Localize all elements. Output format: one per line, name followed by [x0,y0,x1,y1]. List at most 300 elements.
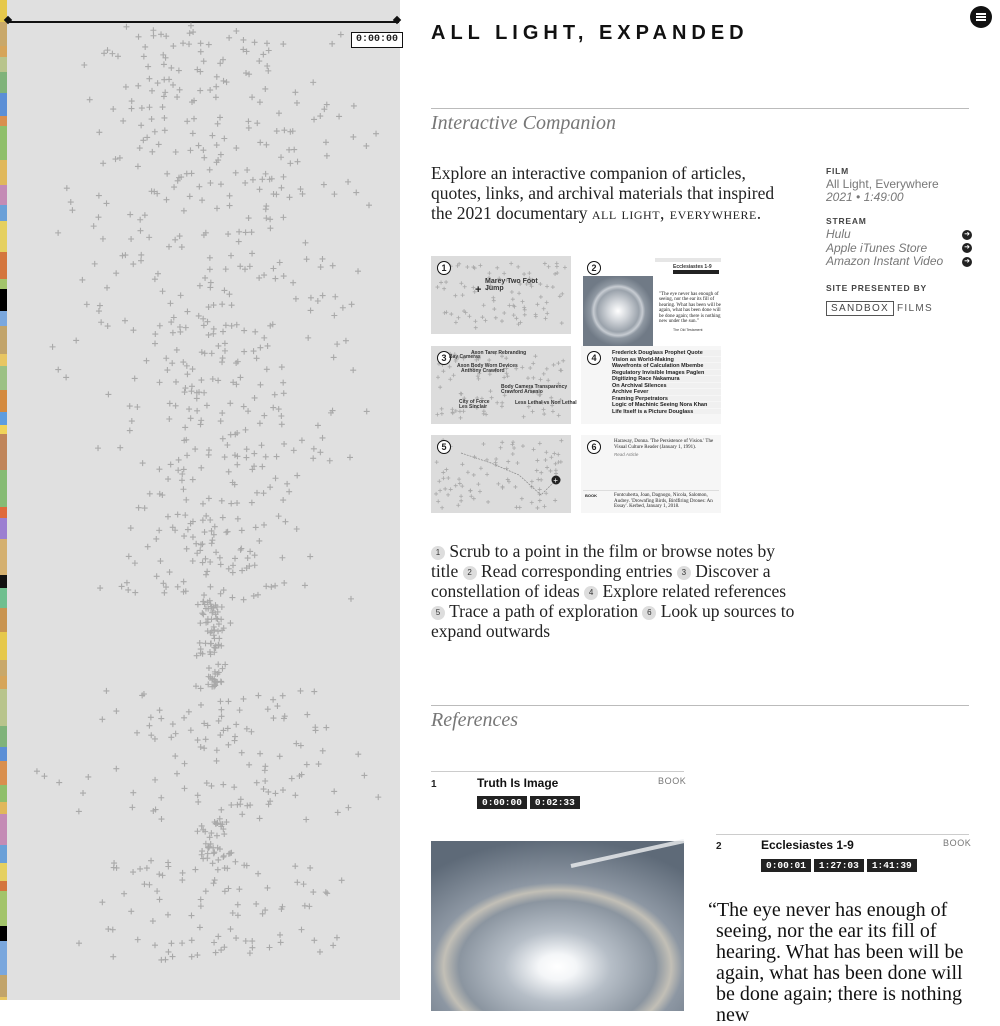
note-marker[interactable] [142,44,148,50]
note-marker[interactable] [216,635,222,641]
note-marker[interactable] [266,48,272,54]
note-marker[interactable] [179,940,185,946]
note-marker[interactable] [214,142,220,148]
note-marker[interactable] [165,949,171,955]
note-marker[interactable] [307,865,313,871]
note-marker[interactable] [256,538,262,544]
note-marker[interactable] [236,886,242,892]
note-marker[interactable] [294,879,300,885]
note-marker[interactable] [230,570,236,576]
note-marker[interactable] [301,881,307,887]
note-marker[interactable] [199,541,205,547]
note-marker[interactable] [311,116,317,122]
note-marker[interactable] [138,122,144,128]
note-marker[interactable] [203,736,209,742]
note-marker[interactable] [119,583,125,589]
note-marker[interactable] [182,385,188,391]
note-marker[interactable] [243,70,249,76]
note-marker[interactable] [292,792,298,798]
note-marker[interactable] [219,359,225,365]
note-marker[interactable] [215,867,221,873]
note-marker[interactable] [228,501,234,507]
note-marker[interactable] [204,568,210,574]
note-marker[interactable] [182,761,188,767]
note-marker[interactable] [187,147,193,153]
note-marker[interactable] [219,498,225,504]
note-marker[interactable] [160,288,166,294]
note-marker[interactable] [257,382,263,388]
note-marker[interactable] [152,331,158,337]
note-marker[interactable] [173,403,179,409]
note-marker[interactable] [274,703,280,709]
note-marker[interactable] [138,258,144,264]
note-marker[interactable] [347,454,353,460]
note-marker[interactable] [157,707,163,713]
note-marker[interactable] [310,79,316,85]
note-marker[interactable] [64,185,70,191]
note-marker[interactable] [148,732,154,738]
thumb-related[interactable] [581,346,721,424]
note-marker[interactable] [135,937,141,943]
note-marker[interactable] [173,149,179,155]
note-marker[interactable] [335,809,341,815]
note-marker[interactable] [209,540,215,546]
note-marker[interactable] [331,354,337,360]
note-marker[interactable] [226,469,232,475]
note-marker[interactable] [218,807,224,813]
note-marker[interactable] [287,194,293,200]
note-marker[interactable] [264,63,270,69]
note-marker[interactable] [236,239,242,245]
note-marker[interactable] [199,610,205,616]
note-marker[interactable] [158,816,164,822]
note-marker[interactable] [307,554,313,560]
note-marker[interactable] [105,926,111,932]
note-marker[interactable] [225,885,231,891]
note-marker[interactable] [217,555,223,561]
note-marker[interactable] [261,272,267,278]
note-marker[interactable] [190,558,196,564]
note-marker[interactable] [140,460,146,466]
note-marker[interactable] [243,938,249,944]
note-marker[interactable] [208,280,214,286]
note-marker[interactable] [324,153,330,159]
note-marker[interactable] [245,555,251,561]
note-marker[interactable] [276,513,282,519]
note-marker[interactable] [276,406,282,412]
note-marker[interactable] [257,751,263,757]
note-marker[interactable] [76,808,82,814]
note-marker[interactable] [204,780,210,786]
note-marker[interactable] [280,214,286,220]
note-marker[interactable] [252,39,258,45]
note-marker[interactable] [240,37,246,43]
note-marker[interactable] [280,787,286,793]
note-marker[interactable] [125,587,131,593]
note-marker[interactable] [330,263,336,269]
note-marker[interactable] [170,954,176,960]
note-marker[interactable] [287,160,293,166]
note-marker[interactable] [172,753,178,759]
note-marker[interactable] [190,534,196,540]
note-marker[interactable] [198,377,204,383]
note-marker[interactable] [129,98,135,104]
note-marker[interactable] [241,404,247,410]
note-marker[interactable] [162,127,168,133]
note-marker[interactable] [241,328,247,334]
note-marker[interactable] [132,560,138,566]
note-marker[interactable] [239,750,245,756]
note-marker[interactable] [146,76,152,82]
note-marker[interactable] [153,536,159,542]
note-marker[interactable] [220,57,226,63]
note-marker[interactable] [228,802,234,808]
note-marker[interactable] [302,240,308,246]
note-marker[interactable] [273,475,279,481]
note-marker[interactable] [262,86,268,92]
note-marker[interactable] [182,512,188,518]
note-marker[interactable] [272,276,278,282]
note-marker[interactable] [220,355,226,361]
note-marker[interactable] [200,560,206,566]
note-marker[interactable] [184,371,190,377]
thumb-read[interactable] [581,256,721,334]
note-marker[interactable] [152,276,158,282]
note-marker[interactable] [113,270,119,276]
note-marker[interactable] [139,105,145,111]
note-marker[interactable] [277,259,283,265]
note-marker[interactable] [110,954,116,960]
note-marker[interactable] [302,582,308,588]
note-marker[interactable] [197,547,203,553]
note-marker[interactable] [230,562,236,568]
note-marker[interactable] [130,327,136,333]
note-marker[interactable] [142,212,148,218]
note-marker[interactable] [235,912,241,918]
note-marker[interactable] [250,177,256,183]
note-marker[interactable] [315,422,321,428]
note-marker[interactable] [117,155,123,161]
note-marker[interactable] [239,811,245,817]
note-marker[interactable] [363,143,369,149]
note-marker[interactable] [117,445,123,451]
note-marker[interactable] [298,927,304,933]
note-marker[interactable] [199,852,205,858]
note-marker[interactable] [161,115,167,121]
note-marker[interactable] [96,308,102,314]
note-marker[interactable] [265,706,271,712]
note-marker[interactable] [260,51,266,57]
note-marker[interactable] [100,236,106,242]
note-marker[interactable] [244,803,250,809]
note-marker[interactable] [214,74,220,80]
note-marker[interactable] [295,159,301,165]
note-marker[interactable] [195,792,201,798]
note-marker[interactable] [220,329,226,335]
note-marker[interactable] [215,121,221,127]
note-marker[interactable] [148,858,154,864]
note-marker[interactable] [145,64,151,70]
note-marker[interactable] [194,550,200,556]
note-marker[interactable] [221,287,227,293]
note-marker[interactable] [152,129,158,135]
note-marker[interactable] [197,924,203,930]
note-marker[interactable] [214,833,220,839]
note-marker[interactable] [197,620,203,626]
note-marker[interactable] [248,729,254,735]
note-marker[interactable] [149,149,155,155]
note-marker[interactable] [286,147,292,153]
note-marker[interactable] [206,332,212,338]
note-marker[interactable] [293,296,299,302]
note-marker[interactable] [237,801,243,807]
note-marker[interactable] [177,329,183,335]
note-marker[interactable] [207,266,213,272]
note-marker[interactable] [218,181,224,187]
note-marker[interactable] [215,377,221,383]
note-marker[interactable] [251,451,257,457]
note-marker[interactable] [203,513,209,519]
note-marker[interactable] [174,94,180,100]
note-marker[interactable] [218,418,224,424]
note-marker[interactable] [200,856,206,862]
note-marker[interactable] [266,945,272,951]
note-marker[interactable] [194,952,200,958]
note-marker[interactable] [161,590,167,596]
note-marker[interactable] [81,62,87,68]
note-marker[interactable] [364,408,370,414]
note-marker[interactable] [149,88,155,94]
note-marker[interactable] [55,367,61,373]
note-marker[interactable] [34,768,40,774]
note-marker[interactable] [189,954,195,960]
note-marker[interactable] [238,796,244,802]
note-marker[interactable] [199,823,205,829]
note-marker[interactable] [208,783,214,789]
note-marker[interactable] [272,790,278,796]
note-marker[interactable] [218,679,224,685]
note-marker[interactable] [104,200,110,206]
note-marker[interactable] [217,60,223,66]
note-marker[interactable] [222,454,228,460]
note-marker[interactable] [317,113,323,119]
note-marker[interactable] [256,58,262,64]
note-marker[interactable] [257,345,263,351]
note-marker[interactable] [165,514,171,520]
note-marker[interactable] [201,155,207,161]
note-marker[interactable] [227,400,233,406]
note-marker[interactable] [181,715,187,721]
note-marker[interactable] [259,464,265,470]
note-marker[interactable] [214,205,220,211]
note-marker[interactable] [132,375,138,381]
note-marker[interactable] [184,309,190,315]
note-marker[interactable] [158,31,164,37]
note-marker[interactable] [213,950,219,956]
note-marker[interactable] [242,266,248,272]
note-marker[interactable] [122,252,128,258]
stream-link-itunes[interactable] [826,242,972,256]
note-marker[interactable] [175,467,181,473]
note-marker[interactable] [99,716,105,722]
note-marker[interactable] [375,794,381,800]
note-marker[interactable] [280,497,286,503]
note-marker[interactable] [257,186,263,192]
note-marker[interactable] [201,592,207,598]
note-marker[interactable] [304,762,310,768]
note-marker[interactable] [254,355,260,361]
note-marker[interactable] [181,533,187,539]
note-marker[interactable] [163,355,169,361]
timecode-chip[interactable]: 0:02:33 [530,796,580,809]
note-marker[interactable] [100,160,106,166]
note-marker[interactable] [319,256,325,262]
note-marker[interactable] [245,118,251,124]
note-marker[interactable] [224,79,230,85]
note-marker[interactable] [259,442,265,448]
note-marker[interactable] [191,116,197,122]
note-marker[interactable] [195,602,201,608]
note-marker[interactable] [50,344,56,350]
note-marker[interactable] [217,732,223,738]
note-marker[interactable] [261,786,267,792]
note-marker[interactable] [184,363,190,369]
note-marker[interactable] [137,217,143,223]
note-marker[interactable] [143,358,149,364]
note-marker[interactable] [169,360,175,366]
note-marker[interactable] [79,277,85,283]
note-marker[interactable] [218,591,224,597]
note-marker[interactable] [198,465,204,471]
note-constellation[interactable] [0,0,400,1000]
note-marker[interactable] [210,376,216,382]
note-marker[interactable] [202,350,208,356]
note-marker[interactable] [203,640,209,646]
note-marker[interactable] [201,390,207,396]
note-marker[interactable] [281,441,287,447]
note-marker[interactable] [168,734,174,740]
note-marker[interactable] [267,484,273,490]
note-marker[interactable] [219,301,225,307]
note-marker[interactable] [265,68,271,74]
note-marker[interactable] [202,529,208,535]
note-marker[interactable] [113,156,119,162]
note-marker[interactable] [323,139,329,145]
note-marker[interactable] [263,454,269,460]
note-marker[interactable] [294,473,300,479]
note-marker[interactable] [200,147,206,153]
note-marker[interactable] [253,524,259,530]
note-marker[interactable] [189,937,195,943]
note-marker[interactable] [158,795,164,801]
note-marker[interactable] [203,572,209,578]
note-marker[interactable] [80,790,86,796]
note-marker[interactable] [345,179,351,185]
note-marker[interactable] [196,313,202,319]
note-marker[interactable] [192,446,198,452]
note-marker[interactable] [249,229,255,235]
note-marker[interactable] [180,870,186,876]
note-marker[interactable] [257,139,263,145]
note-marker[interactable] [235,516,241,522]
note-marker[interactable] [233,145,239,151]
note-marker[interactable] [244,726,250,732]
note-marker[interactable] [294,526,300,532]
note-marker[interactable] [330,942,336,948]
note-marker[interactable] [157,323,163,329]
note-marker[interactable] [238,547,244,553]
note-marker[interactable] [167,569,173,575]
note-marker[interactable] [96,193,102,199]
note-marker[interactable] [241,349,247,355]
note-marker[interactable] [225,742,231,748]
note-marker[interactable] [252,562,258,568]
note-marker[interactable] [331,191,337,197]
note-marker[interactable] [271,191,277,197]
note-marker[interactable] [289,776,295,782]
note-marker[interactable] [130,869,136,875]
note-marker[interactable] [172,237,178,243]
note-marker[interactable] [162,89,168,95]
note-marker[interactable] [174,771,180,777]
note-marker[interactable] [317,949,323,955]
note-marker[interactable] [225,231,231,237]
note-marker[interactable] [246,71,252,77]
note-marker[interactable] [68,199,74,205]
note-marker[interactable] [73,337,79,343]
note-marker[interactable] [170,721,176,727]
note-marker[interactable] [282,519,288,525]
note-marker[interactable] [180,40,186,46]
note-marker[interactable] [255,871,261,877]
note-marker[interactable] [257,99,263,105]
note-marker[interactable] [156,871,162,877]
note-marker[interactable] [253,901,259,907]
note-marker[interactable] [264,366,270,372]
note-marker[interactable] [291,147,297,153]
note-marker[interactable] [207,559,213,565]
note-marker[interactable] [156,466,162,472]
timecode-chip[interactable]: 1:27:03 [814,859,864,872]
note-marker[interactable] [209,350,215,356]
note-marker[interactable] [85,774,91,780]
note-marker[interactable] [228,926,234,932]
note-marker[interactable] [212,877,218,883]
note-marker[interactable] [233,721,239,727]
note-marker[interactable] [211,326,217,332]
note-marker[interactable] [95,445,101,451]
note-marker[interactable] [84,301,90,307]
note-marker[interactable] [206,665,212,671]
note-marker[interactable] [302,903,308,909]
note-marker[interactable] [270,715,276,721]
note-marker[interactable] [179,244,185,250]
note-marker[interactable] [135,163,141,169]
note-marker[interactable] [96,129,102,135]
note-marker[interactable] [246,215,252,221]
note-marker[interactable] [186,406,192,412]
menu-button[interactable] [970,6,992,28]
note-marker[interactable] [280,174,286,180]
note-marker[interactable] [199,349,205,355]
note-marker[interactable] [222,340,228,346]
note-marker[interactable] [223,266,229,272]
note-marker[interactable] [265,343,271,349]
note-marker[interactable] [329,41,335,47]
note-marker[interactable] [201,745,207,751]
note-marker[interactable] [206,495,212,501]
note-marker[interactable] [152,341,158,347]
